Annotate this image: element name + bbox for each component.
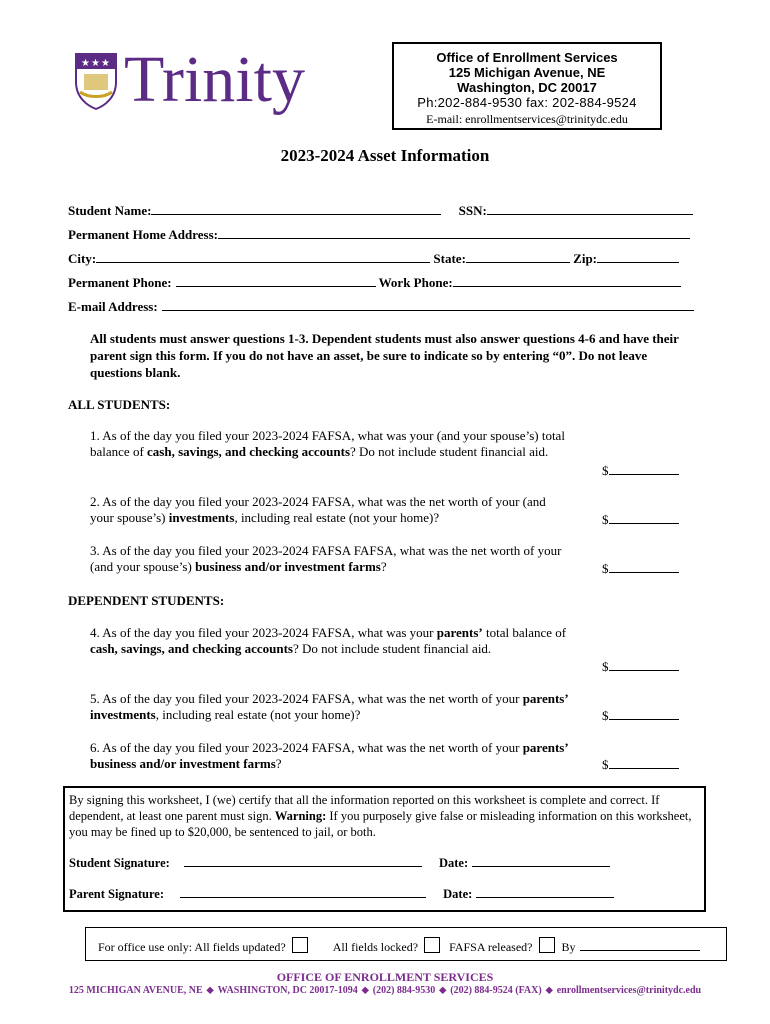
parent-date-label: Date:	[443, 887, 473, 901]
trinity-shield-logo	[74, 52, 118, 110]
student-date-label: Date:	[438, 856, 469, 870]
ssn-field[interactable]	[487, 202, 693, 215]
phone-field[interactable]	[176, 274, 376, 287]
fafsa-released-checkbox[interactable]	[539, 937, 555, 953]
parent-date-field[interactable]	[476, 885, 614, 898]
city-field[interactable]	[96, 250, 430, 263]
student-name-field[interactable]	[151, 202, 441, 215]
office-name: Office of Enrollment Services	[436, 50, 618, 65]
all-students-heading: ALL STUDENTS:	[68, 397, 171, 412]
address-field[interactable]	[218, 226, 690, 239]
student-signature-label: Student Signature:	[69, 856, 170, 870]
svg-text:★: ★	[101, 58, 110, 69]
student-name-label: Student Name:	[68, 203, 152, 218]
email-field[interactable]	[162, 298, 694, 311]
by-field[interactable]	[580, 938, 700, 951]
office-use-box	[85, 927, 727, 961]
office-use-label: For office use only: All fields updated?	[98, 940, 286, 954]
answer-6-field[interactable]	[609, 756, 679, 769]
answer-3-field[interactable]	[609, 560, 679, 573]
parent-signature-row	[69, 885, 614, 902]
answer-4-field[interactable]	[609, 658, 679, 671]
ssn-label: SSN:	[458, 203, 487, 218]
student-signature-field[interactable]	[184, 854, 422, 867]
footer-address: 125 MICHIGAN AVENUE, NE ⬥ WASHINGTON, DC 20017-1094 ⬥ (202) 884-9530 ⬥ (202) 884-9524 (FAX) ⬥ enrollmentservices@trinitydc.edu	[68, 985, 702, 996]
city-label: City:	[68, 251, 97, 266]
answer-2: $	[602, 511, 679, 528]
address-label: Permanent Home Address:	[68, 227, 218, 242]
student-date-field[interactable]	[472, 854, 610, 867]
answer-1-field[interactable]	[609, 462, 679, 475]
fafsa-released-label: FAFSA released?	[449, 940, 533, 954]
svg-text:★: ★	[91, 58, 100, 69]
work-phone-field[interactable]	[453, 274, 681, 287]
answer-3: $	[602, 560, 679, 577]
zip-label: Zip:	[573, 251, 598, 266]
address-row	[68, 226, 702, 243]
email-label: E-mail Address:	[68, 299, 158, 314]
student-signature-row	[69, 854, 610, 871]
office-city: Washington, DC 20017	[457, 80, 597, 95]
answer-2-field[interactable]	[609, 511, 679, 524]
city-state-zip-row	[68, 250, 702, 267]
work-phone-label: Work Phone:	[378, 275, 453, 290]
certification-text: By signing this worksheet, I (we) certify that all the information reported on this worksheet is complete and correct. If dependent, at least one parent must sign. Warning: If you purposely give false or misleading information on this worksheet, you may be fined up to $20,000, be sentenced to jail, or both.	[69, 793, 692, 839]
svg-text:★: ★	[81, 58, 90, 69]
question-5: 5. As of the day you filed your 2023-2024 FAFSA, what was the net worth of your parents’ investments, including real estate (not your home)?	[90, 691, 568, 722]
answer-1: $	[602, 462, 679, 479]
by-label: By	[561, 940, 576, 954]
footer-title: OFFICE OF ENROLLMENT SERVICES	[276, 970, 494, 984]
phone-row	[68, 274, 702, 291]
student-name-row	[68, 202, 702, 219]
office-contact-box	[392, 42, 662, 130]
question-1: 1. As of the day you filed your 2023-2024 FAFSA, what was your (and your spouse’s) total balance of cash, savings, and checking accounts? Do not include student financial aid.	[90, 428, 565, 459]
dependent-students-heading: DEPENDENT STUDENTS:	[68, 593, 225, 608]
office-email: E-mail: enrollmentservices@trinitydc.edu	[426, 112, 628, 126]
phone-label: Permanent Phone:	[68, 275, 172, 290]
answer-4: $	[602, 658, 679, 675]
fields-locked-checkbox[interactable]	[424, 937, 440, 953]
answer-5: $	[602, 707, 679, 724]
office-phone-fax: Ph:202-884-9530 fax: 202-884-9524	[417, 95, 637, 110]
email-row	[68, 298, 702, 315]
fields-locked-label: All fields locked?	[332, 940, 419, 954]
fields-updated-checkbox[interactable]	[292, 937, 308, 953]
certification-box	[63, 786, 706, 912]
question-2: 2. As of the day you filed your 2023-2024 FAFSA, what was the net worth of your (and your spouse’s) investments, including real estate (not your home)?	[90, 494, 546, 525]
question-4: 4. As of the day you filed your 2023-2024 FAFSA, what was your parents’ total balance of cash, savings, and checking accounts? Do not include student financial aid.	[90, 625, 567, 656]
state-field[interactable]	[466, 250, 570, 263]
state-label: State:	[433, 251, 466, 266]
instructions: All students must answer questions 1-3. Dependent students must also answer questions 4-6 and have their parent sign this form. If you do not have an asset, be sure to indicate so by entering “0”. Do not leave questions blank.	[90, 331, 679, 380]
answer-6: $	[602, 756, 679, 773]
page-title: 2023-2024 Asset Information	[280, 146, 490, 165]
question-3: 3. As of the day you filed your 2023-2024 FAFSA FAFSA, what was the net worth of your (and your spouse’s) business and/or investment farms?	[90, 543, 562, 574]
parent-signature-field[interactable]	[180, 885, 426, 898]
trinity-wordmark: Trinity	[124, 43, 305, 116]
zip-field[interactable]	[597, 250, 679, 263]
question-6: 6. As of the day you filed your 2023-2024 FAFSA, what was the net worth of your parents’ business and/or investment farms?	[90, 740, 568, 771]
parent-signature-label: Parent Signature:	[69, 887, 165, 901]
office-street: 125 Michigan Avenue, NE	[448, 65, 606, 80]
answer-5-field[interactable]	[609, 707, 679, 720]
